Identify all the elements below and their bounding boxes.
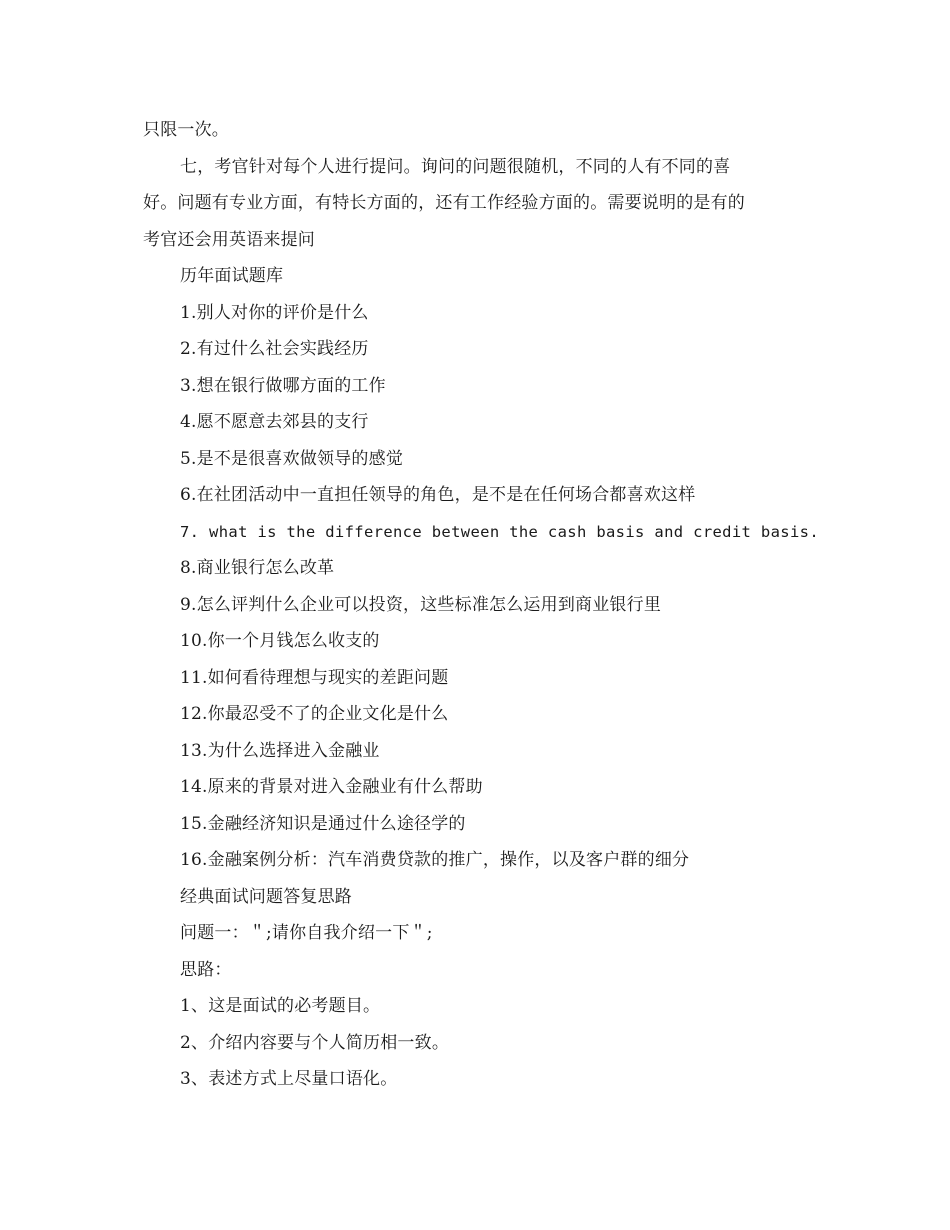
question-item-5: 5.是不是很喜欢做领导的感觉 [180,448,404,469]
question-item-13: 13.为什么选择进入金融业 [180,740,380,761]
question-item-11: 11.如何看待理想与现实的差距问题 [180,667,449,688]
item7-line1: 七，考官针对每个人进行提问。询问的问题很随机，不同的人有不同的喜 [180,156,731,177]
approach-point-3: 3、表述方式上尽量口语化。 [180,1069,398,1089]
approach-point-1: 1、这是面试的必考题目。 [180,996,381,1016]
item7-line3: 考官还会用英语来提问 [143,229,315,250]
continuation-text: 只限一次。 [143,120,229,140]
question-item-10: 10.你一个月钱怎么收支的 [180,631,380,651]
question-item-8: 8.商业银行怎么改革 [180,558,335,578]
question-item-7: 7. what is the difference between the cash basis and credit basis. [180,522,819,541]
question-item-9: 9.怎么评判什么企业可以投资，这些标准怎么运用到商业银行里 [180,594,662,615]
question-item-4: 4.愿不愿意去郊县的支行 [180,412,369,432]
approach-point-2: 2、介绍内容要与个人简历相一致。 [180,1032,450,1053]
question-item-12: 12.你最忍受不了的企业文化是什么 [180,704,449,724]
question-item-14: 14.原来的背景对进入金融业有什么帮助 [180,777,483,797]
question-item-2: 2.有过什么社会实践经历 [180,339,369,359]
question-item-6: 6.在社团活动中一直担任领导的角色，是不是在任何场合都喜欢这样 [180,485,696,505]
question-one: 问题一：＂;请你自我介绍一下＂; [180,923,433,943]
classic-answers-heading: 经典面试问题答复思路 [180,886,352,907]
item7-line2: 好。问题有专业方面，有特长方面的，还有工作经验方面的。需要说明的是有的 [143,193,745,213]
approach-label: 思路： [180,959,232,980]
document-body [143,112,819,1098]
question-bank-heading: 历年面试题库 [180,266,284,286]
question-item-16: 16.金融案例分析：汽车消费贷款的推广，操作，以及客户群的细分 [180,850,690,870]
question-item-3: 3.想在银行做哪方面的工作 [180,375,386,396]
question-item-1: 1.别人对你的评价是什么 [180,302,369,323]
question-item-15: 15.金融经济知识是通过什么途径学的 [180,813,466,834]
